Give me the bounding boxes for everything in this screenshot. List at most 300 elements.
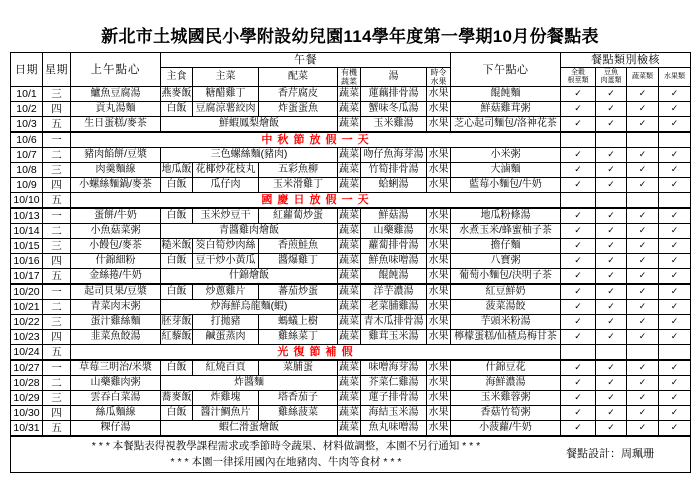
- seasonal-fruit-cell: 水果: [427, 117, 451, 132]
- seasonal-fruit-cell: 水果: [427, 375, 451, 390]
- staple-cell: 白飯: [161, 208, 193, 223]
- staple-cell: 白飯: [161, 405, 193, 420]
- soup-cell: 味噌海芽湯: [361, 360, 427, 375]
- afternoon-snack-cell: 小菠蘿/牛奶: [451, 421, 561, 436]
- organic-veg-cell: 蔬菜: [338, 299, 361, 314]
- check-grains-cell: [561, 132, 596, 147]
- header-staple: 主食: [161, 68, 193, 87]
- check-fruits-cell: ✓: [659, 314, 691, 329]
- weekday-cell: 二: [43, 299, 71, 314]
- date-cell: 10/3: [11, 117, 43, 132]
- check-vegetables-cell: [627, 193, 659, 208]
- afternoon-snack-cell: 餛飩麵: [451, 87, 561, 102]
- soup-cell: 蓮藕排骨湯: [361, 87, 427, 102]
- footer-note-adjustment: * * * 本餐點表得視教學課程需求或季節時令蔬果、材料做調整，本園不另行通知 * * *: [91, 439, 481, 452]
- organic-veg-cell: 蔬菜: [338, 360, 361, 375]
- check-vegetables-cell: ✓: [627, 238, 659, 253]
- check-protein-cell: ✓: [596, 117, 627, 132]
- seasonal-fruit-cell: 水果: [427, 330, 451, 345]
- staple-cell: 胚芽飯: [161, 314, 193, 329]
- check-vegetables-cell: ✓: [627, 360, 659, 375]
- footer-note-local-meat: * * * 本園一律採用國內在地豬肉、牛肉等食材 * * *: [170, 455, 402, 468]
- date-cell: 10/23: [11, 330, 43, 345]
- one-dish-meal-cell: 三色螺絲麵(豬肉): [161, 147, 338, 162]
- check-vegetables-cell: ✓: [627, 314, 659, 329]
- check-protein-cell: [596, 193, 627, 208]
- staple-cell: 蕎麥飯: [161, 390, 193, 405]
- check-grains-cell: ✓: [561, 360, 596, 375]
- check-fruits-cell: ✓: [659, 421, 691, 436]
- page-title: 新北市土城國民小學附設幼兒園114學年度第一學期10月份餐點表: [101, 27, 599, 46]
- main-dish-cell: 豆腐涼薯絞肉: [193, 102, 259, 117]
- check-vegetables-cell: ✓: [627, 117, 659, 132]
- staple-cell: 紅藜飯: [161, 330, 193, 345]
- afternoon-snack-cell: 八寶粥: [451, 254, 561, 269]
- check-grains-cell: ✓: [561, 102, 596, 117]
- organic-veg-cell: 蔬菜: [338, 162, 361, 177]
- organic-veg-cell: 蔬菜: [338, 178, 361, 193]
- staple-cell: 白飯: [161, 178, 193, 193]
- afternoon-snack-cell: 擔仔麵: [451, 238, 561, 253]
- header-morning-snack: 上午點心: [71, 53, 161, 87]
- check-grains-cell: [561, 345, 596, 360]
- seasonal-fruit-cell: 水果: [427, 254, 451, 269]
- soup-cell: 蟹味冬瓜湯: [361, 102, 427, 117]
- header-grains-line-1: 全穀: [571, 69, 585, 76]
- menu-row: [11, 208, 691, 223]
- side-dish-cell: 雞絲菜丁: [259, 330, 338, 345]
- check-grains-cell: ✓: [561, 87, 596, 102]
- one-dish-meal-cell: 青醬雞肉燴飯: [161, 223, 338, 238]
- soup-cell: 洋芋濃湯: [361, 284, 427, 299]
- date-cell: 10/27: [11, 360, 43, 375]
- soup-cell: 蓮子排骨湯: [361, 390, 427, 405]
- morning-snack-cell: 雲吞白菜湯: [71, 390, 161, 405]
- check-vegetables-cell: ✓: [627, 405, 659, 420]
- check-grains-cell: ✓: [561, 299, 596, 314]
- weekday-cell: 四: [43, 254, 71, 269]
- date-cell: 10/14: [11, 223, 43, 238]
- main-dish-cell: 筊白筍炒肉絲: [193, 238, 259, 253]
- main-dish-cell: 瓜仔肉: [193, 178, 259, 193]
- check-vegetables-cell: ✓: [627, 284, 659, 299]
- soup-cell: 雞茸玉米湯: [361, 330, 427, 345]
- seasonal-fruit-cell: 水果: [427, 102, 451, 117]
- date-cell: 10/15: [11, 238, 43, 253]
- morning-snack-cell: 金絲捲/牛奶: [71, 269, 161, 284]
- staple-cell: 白飯: [161, 284, 193, 299]
- weekday-cell: 五: [43, 193, 71, 208]
- check-vegetables-cell: [627, 132, 659, 147]
- menu-row: [11, 117, 691, 132]
- check-fruits-cell: [659, 345, 691, 360]
- staple-cell: 糙米飯: [161, 238, 193, 253]
- organic-veg-cell: 蔬菜: [338, 375, 361, 390]
- header-protein-line-2: 肉蛋類: [600, 77, 622, 84]
- menu-row: [11, 238, 691, 253]
- check-protein-cell: [596, 132, 627, 147]
- soup-cell: 老菜脯雞湯: [361, 299, 427, 314]
- date-cell: 10/1: [11, 87, 43, 102]
- check-protein-cell: [596, 345, 627, 360]
- check-vegetables-cell: ✓: [627, 208, 659, 223]
- date-cell: 10/24: [11, 345, 43, 360]
- header-organic-veg: [338, 68, 361, 87]
- check-protein-cell: ✓: [596, 330, 627, 345]
- side-dish-cell: 蕃茄炒蛋: [259, 284, 338, 299]
- weekday-cell: 二: [43, 375, 71, 390]
- weekday-cell: 一: [43, 208, 71, 223]
- menu-row: [11, 405, 691, 420]
- check-fruits-cell: ✓: [659, 390, 691, 405]
- organic-veg-cell: 蔬菜: [338, 102, 361, 117]
- soup-cell: 海結玉米湯: [361, 405, 427, 420]
- menu-row: [11, 87, 691, 102]
- check-protein-cell: ✓: [596, 162, 627, 177]
- check-vegetables-cell: ✓: [627, 299, 659, 314]
- check-fruits-cell: ✓: [659, 405, 691, 420]
- menu-row: [11, 102, 691, 117]
- header-fruits: 水果類: [659, 68, 691, 87]
- morning-snack-cell: 粿仔湯: [71, 421, 161, 436]
- organic-veg-cell: 蔬菜: [338, 314, 361, 329]
- check-fruits-cell: ✓: [659, 87, 691, 102]
- header-grains-line-2: 根莖類: [567, 77, 589, 84]
- check-fruits-cell: ✓: [659, 178, 691, 193]
- morning-snack-cell: 小魚菇菜粥: [71, 223, 161, 238]
- header-seasonal-fruit: [427, 68, 451, 87]
- header-seasonal-fruit-line-1: 時令: [430, 68, 447, 77]
- weekday-cell: 四: [43, 330, 71, 345]
- check-vegetables-cell: ✓: [627, 390, 659, 405]
- date-cell: 10/10: [11, 193, 43, 208]
- organic-veg-cell: 蔬菜: [338, 147, 361, 162]
- afternoon-snack-cell: 檸檬蛋糕/仙楂烏梅甘茶: [451, 330, 561, 345]
- check-protein-cell: ✓: [596, 208, 627, 223]
- organic-veg-cell: 蔬菜: [338, 390, 361, 405]
- morning-snack-cell: 蛋汁雞絲麵: [71, 314, 161, 329]
- side-dish-cell: 雞絲菠菜: [259, 405, 338, 420]
- check-fruits-cell: ✓: [659, 269, 691, 284]
- date-cell: 10/28: [11, 375, 43, 390]
- morning-snack-cell: 什錦細粉: [71, 254, 161, 269]
- soup-cell: 鮮菇湯: [361, 208, 427, 223]
- header-soup: 湯: [361, 68, 427, 87]
- check-grains-cell: ✓: [561, 223, 596, 238]
- header-organic-veg-line-1: 有機: [341, 68, 357, 77]
- side-dish-cell: 五彩魚柳: [259, 162, 338, 177]
- main-dish-cell: 炸雞塊: [193, 390, 259, 405]
- soup-cell: 竹筍排骨湯: [361, 162, 427, 177]
- morning-snack-cell: 鱸魚豆腐湯: [71, 87, 161, 102]
- check-protein-cell: ✓: [596, 102, 627, 117]
- check-grains-cell: ✓: [561, 390, 596, 405]
- morning-snack-cell: 蛋餅/牛奶: [71, 208, 161, 223]
- side-dish-cell: 菜脯蛋: [259, 360, 338, 375]
- side-dish-cell: 紅蘿蔔炒蛋: [259, 208, 338, 223]
- check-fruits-cell: ✓: [659, 162, 691, 177]
- check-protein-cell: ✓: [596, 269, 627, 284]
- check-vegetables-cell: ✓: [627, 147, 659, 162]
- morning-snack-cell: 山藥雞肉粥: [71, 375, 161, 390]
- header-organic-veg-line-2: 蔬菜: [341, 77, 357, 86]
- afternoon-snack-cell: 葡萄小麵包/決明子茶: [451, 269, 561, 284]
- check-grains-cell: ✓: [561, 330, 596, 345]
- check-fruits-cell: ✓: [659, 284, 691, 299]
- seasonal-fruit-cell: 水果: [427, 421, 451, 436]
- seasonal-fruit-cell: 水果: [427, 162, 451, 177]
- check-fruits-cell: ✓: [659, 238, 691, 253]
- menu-table: [10, 52, 691, 473]
- organic-veg-cell: 蔬菜: [338, 87, 361, 102]
- afternoon-snack-cell: 玉米雞蓉粥: [451, 390, 561, 405]
- check-vegetables-cell: ✓: [627, 330, 659, 345]
- seasonal-fruit-cell: 水果: [427, 314, 451, 329]
- date-cell: 10/7: [11, 147, 43, 162]
- check-fruits-cell: ✓: [659, 102, 691, 117]
- seasonal-fruit-cell: 水果: [427, 269, 451, 284]
- one-dish-meal-cell: 什錦燴飯: [161, 269, 338, 284]
- weekday-cell: 三: [43, 238, 71, 253]
- side-dish-cell: 玉米滑雞丁: [259, 178, 338, 193]
- soup-cell: 鮮魚味噌湯: [361, 254, 427, 269]
- menu-row: [11, 269, 691, 284]
- afternoon-snack-cell: 地瓜粉條湯: [451, 208, 561, 223]
- weekday-cell: 一: [43, 360, 71, 375]
- check-fruits-cell: [659, 132, 691, 147]
- weekday-cell: 三: [43, 162, 71, 177]
- check-fruits-cell: ✓: [659, 375, 691, 390]
- seasonal-fruit-cell: 水果: [427, 147, 451, 162]
- check-vegetables-cell: ✓: [627, 421, 659, 436]
- soup-cell: 玉米雞湯: [361, 117, 427, 132]
- check-fruits-cell: ✓: [659, 299, 691, 314]
- date-cell: 10/17: [11, 269, 43, 284]
- check-grains-cell: ✓: [561, 208, 596, 223]
- side-dish-cell: 香芹腐皮: [259, 87, 338, 102]
- header-weekday: 星期: [43, 53, 71, 87]
- seasonal-fruit-cell: 水果: [427, 299, 451, 314]
- check-protein-cell: ✓: [596, 421, 627, 436]
- organic-veg-cell: 蔬菜: [338, 405, 361, 420]
- footer-wrap: [11, 437, 690, 472]
- holiday-row: [11, 193, 691, 208]
- header-grains: [561, 68, 596, 87]
- date-cell: 10/30: [11, 405, 43, 420]
- date-cell: 10/20: [11, 284, 43, 299]
- seasonal-fruit-cell: 水果: [427, 208, 451, 223]
- main-dish-cell: 鹹蛋蒸肉: [193, 330, 259, 345]
- staple-cell: 燕麥飯: [161, 87, 193, 102]
- check-grains-cell: ✓: [561, 314, 596, 329]
- check-grains-cell: ✓: [561, 269, 596, 284]
- soup-cell: 吻仔魚海芽湯: [361, 147, 427, 162]
- weekday-cell: 一: [43, 284, 71, 299]
- soup-cell: 蛤蜊湯: [361, 178, 427, 193]
- soup-cell: 芥菜仁雞湯: [361, 375, 427, 390]
- main-dish-cell: 打拋豬: [193, 314, 259, 329]
- check-protein-cell: ✓: [596, 284, 627, 299]
- weekday-cell: 五: [43, 421, 71, 436]
- organic-veg-cell: 蔬菜: [338, 117, 361, 132]
- morning-snack-cell: 小螺絲麵鍋/麥茶: [71, 178, 161, 193]
- date-cell: 10/2: [11, 102, 43, 117]
- afternoon-snack-cell: 小米粥: [451, 147, 561, 162]
- check-vegetables-cell: ✓: [627, 254, 659, 269]
- menu-row: [11, 375, 691, 390]
- seasonal-fruit-cell: 水果: [427, 223, 451, 238]
- weekday-cell: 二: [43, 223, 71, 238]
- organic-veg-cell: 蔬菜: [338, 254, 361, 269]
- check-fruits-cell: ✓: [659, 208, 691, 223]
- main-dish-cell: 紅燒百頁: [193, 360, 259, 375]
- side-dish-cell: 醬爆雞丁: [259, 254, 338, 269]
- header-category-check: 餐點類別檢核: [561, 53, 691, 68]
- morning-snack-cell: 小饅包/麥茶: [71, 238, 161, 253]
- weekday-cell: 一: [43, 132, 71, 147]
- check-vegetables-cell: ✓: [627, 375, 659, 390]
- check-grains-cell: ✓: [561, 162, 596, 177]
- check-protein-cell: ✓: [596, 375, 627, 390]
- afternoon-snack-cell: 芋頭米粉湯: [451, 314, 561, 329]
- morning-snack-cell: 韭菜魚餃湯: [71, 330, 161, 345]
- check-grains-cell: ✓: [561, 375, 596, 390]
- main-dish-cell: 糖醋雞丁: [193, 87, 259, 102]
- date-cell: 10/9: [11, 178, 43, 193]
- afternoon-snack-cell: 藍莓小麵包/牛奶: [451, 178, 561, 193]
- weekday-cell: 五: [43, 269, 71, 284]
- date-cell: 10/6: [11, 132, 43, 147]
- check-grains-cell: ✓: [561, 117, 596, 132]
- weekday-cell: 三: [43, 87, 71, 102]
- staple-cell: 白飯: [161, 254, 193, 269]
- check-fruits-cell: ✓: [659, 223, 691, 238]
- afternoon-snack-cell: 芝心起司麵包/洛神花茶: [451, 117, 561, 132]
- check-vegetables-cell: ✓: [627, 178, 659, 193]
- organic-veg-cell: 蔬菜: [338, 238, 361, 253]
- side-dish-cell: 炸蛋蛋魚: [259, 102, 338, 117]
- holiday-cell: 國 慶 日 放 假 一 天: [71, 193, 561, 208]
- header-protein-line-1: 豆魚: [604, 69, 618, 76]
- afternoon-snack-cell: 海鮮濃湯: [451, 375, 561, 390]
- menu-row: [11, 284, 691, 299]
- date-cell: 10/16: [11, 254, 43, 269]
- check-protein-cell: ✓: [596, 360, 627, 375]
- menu-row: [11, 223, 691, 238]
- menu-row: [11, 299, 691, 314]
- weekday-cell: 二: [43, 147, 71, 162]
- seasonal-fruit-cell: 水果: [427, 405, 451, 420]
- date-cell: 10/31: [11, 421, 43, 436]
- staple-cell: 白飯: [161, 360, 193, 375]
- morning-snack-cell: 肉羹麵線: [71, 162, 161, 177]
- one-dish-meal-cell: 蝦仁滑蛋燴飯: [161, 421, 338, 436]
- check-protein-cell: ✓: [596, 238, 627, 253]
- organic-veg-cell: 蔬菜: [338, 421, 361, 436]
- morning-snack-cell: 生日蛋糕/麥茶: [71, 117, 161, 132]
- check-fruits-cell: ✓: [659, 254, 691, 269]
- check-fruits-cell: ✓: [659, 330, 691, 345]
- weekday-cell: 五: [43, 345, 71, 360]
- check-protein-cell: ✓: [596, 223, 627, 238]
- main-dish-cell: 醬汁鯛魚片: [193, 405, 259, 420]
- holiday-row: [11, 132, 691, 147]
- menu-row: [11, 147, 691, 162]
- menu-row: [11, 162, 691, 177]
- staple-cell: 白飯: [161, 102, 193, 117]
- check-vegetables-cell: ✓: [627, 223, 659, 238]
- afternoon-snack-cell: 大滷麵: [451, 162, 561, 177]
- morning-snack-cell: 貢丸湯麵: [71, 102, 161, 117]
- seasonal-fruit-cell: 水果: [427, 238, 451, 253]
- seasonal-fruit-cell: 水果: [427, 360, 451, 375]
- afternoon-snack-cell: 紅豆鮮奶: [451, 284, 561, 299]
- check-protein-cell: ✓: [596, 390, 627, 405]
- seasonal-fruit-cell: 水果: [427, 284, 451, 299]
- one-dish-meal-cell: 鮮蝦鳳梨燴飯: [161, 117, 338, 132]
- check-grains-cell: ✓: [561, 147, 596, 162]
- date-cell: 10/21: [11, 299, 43, 314]
- main-dish-cell: 豆干炒小黃瓜: [193, 254, 259, 269]
- afternoon-snack-cell: 香菇竹筍粥: [451, 405, 561, 420]
- header-afternoon-snack: 下午點心: [451, 53, 561, 87]
- header-side-dish: 配菜: [259, 68, 338, 87]
- check-grains-cell: ✓: [561, 254, 596, 269]
- afternoon-snack-cell: 什錦豆花: [451, 360, 561, 375]
- menu-body: [11, 87, 691, 436]
- check-grains-cell: ✓: [561, 405, 596, 420]
- weekday-cell: 四: [43, 178, 71, 193]
- date-cell: 10/22: [11, 314, 43, 329]
- soup-cell: 蘿蔔排骨湯: [361, 238, 427, 253]
- menu-row: [11, 314, 691, 329]
- check-grains-cell: ✓: [561, 238, 596, 253]
- one-dish-meal-cell: 炸醬麵: [161, 375, 338, 390]
- check-grains-cell: ✓: [561, 284, 596, 299]
- organic-veg-cell: 蔬菜: [338, 330, 361, 345]
- main-dish-cell: 玉米炒豆干: [193, 208, 259, 223]
- weekday-cell: 四: [43, 102, 71, 117]
- menu-row: [11, 360, 691, 375]
- menu-row: [11, 421, 691, 436]
- afternoon-snack-cell: 鮮菇雞茸粥: [451, 102, 561, 117]
- header-seasonal-fruit-line-2: 水果: [430, 77, 447, 86]
- menu-row: [11, 178, 691, 193]
- date-cell: 10/29: [11, 390, 43, 405]
- footer: [11, 436, 691, 473]
- header-vegetables: 蔬菜類: [627, 68, 659, 87]
- morning-snack-cell: 草莓三明治/米漿: [71, 360, 161, 375]
- check-fruits-cell: [659, 193, 691, 208]
- header-main-dish: 主菜: [193, 68, 259, 87]
- weekday-cell: 四: [43, 405, 71, 420]
- seasonal-fruit-cell: 水果: [427, 178, 451, 193]
- check-vegetables-cell: ✓: [627, 162, 659, 177]
- morning-snack-cell: 青菜肉末粥: [71, 299, 161, 314]
- date-cell: 10/8: [11, 162, 43, 177]
- check-vegetables-cell: ✓: [627, 269, 659, 284]
- holiday-row: [11, 345, 691, 360]
- date-cell: 10/13: [11, 208, 43, 223]
- check-fruits-cell: ✓: [659, 117, 691, 132]
- morning-snack-cell: 豬肉餡餅/豆漿: [71, 147, 161, 162]
- check-grains-cell: ✓: [561, 178, 596, 193]
- weekday-cell: 三: [43, 314, 71, 329]
- menu-row: [11, 254, 691, 269]
- staple-cell: 地瓜飯: [161, 162, 193, 177]
- one-dish-meal-cell: 炒海鮮烏龍麵(蝦): [161, 299, 338, 314]
- organic-veg-cell: 蔬菜: [338, 223, 361, 238]
